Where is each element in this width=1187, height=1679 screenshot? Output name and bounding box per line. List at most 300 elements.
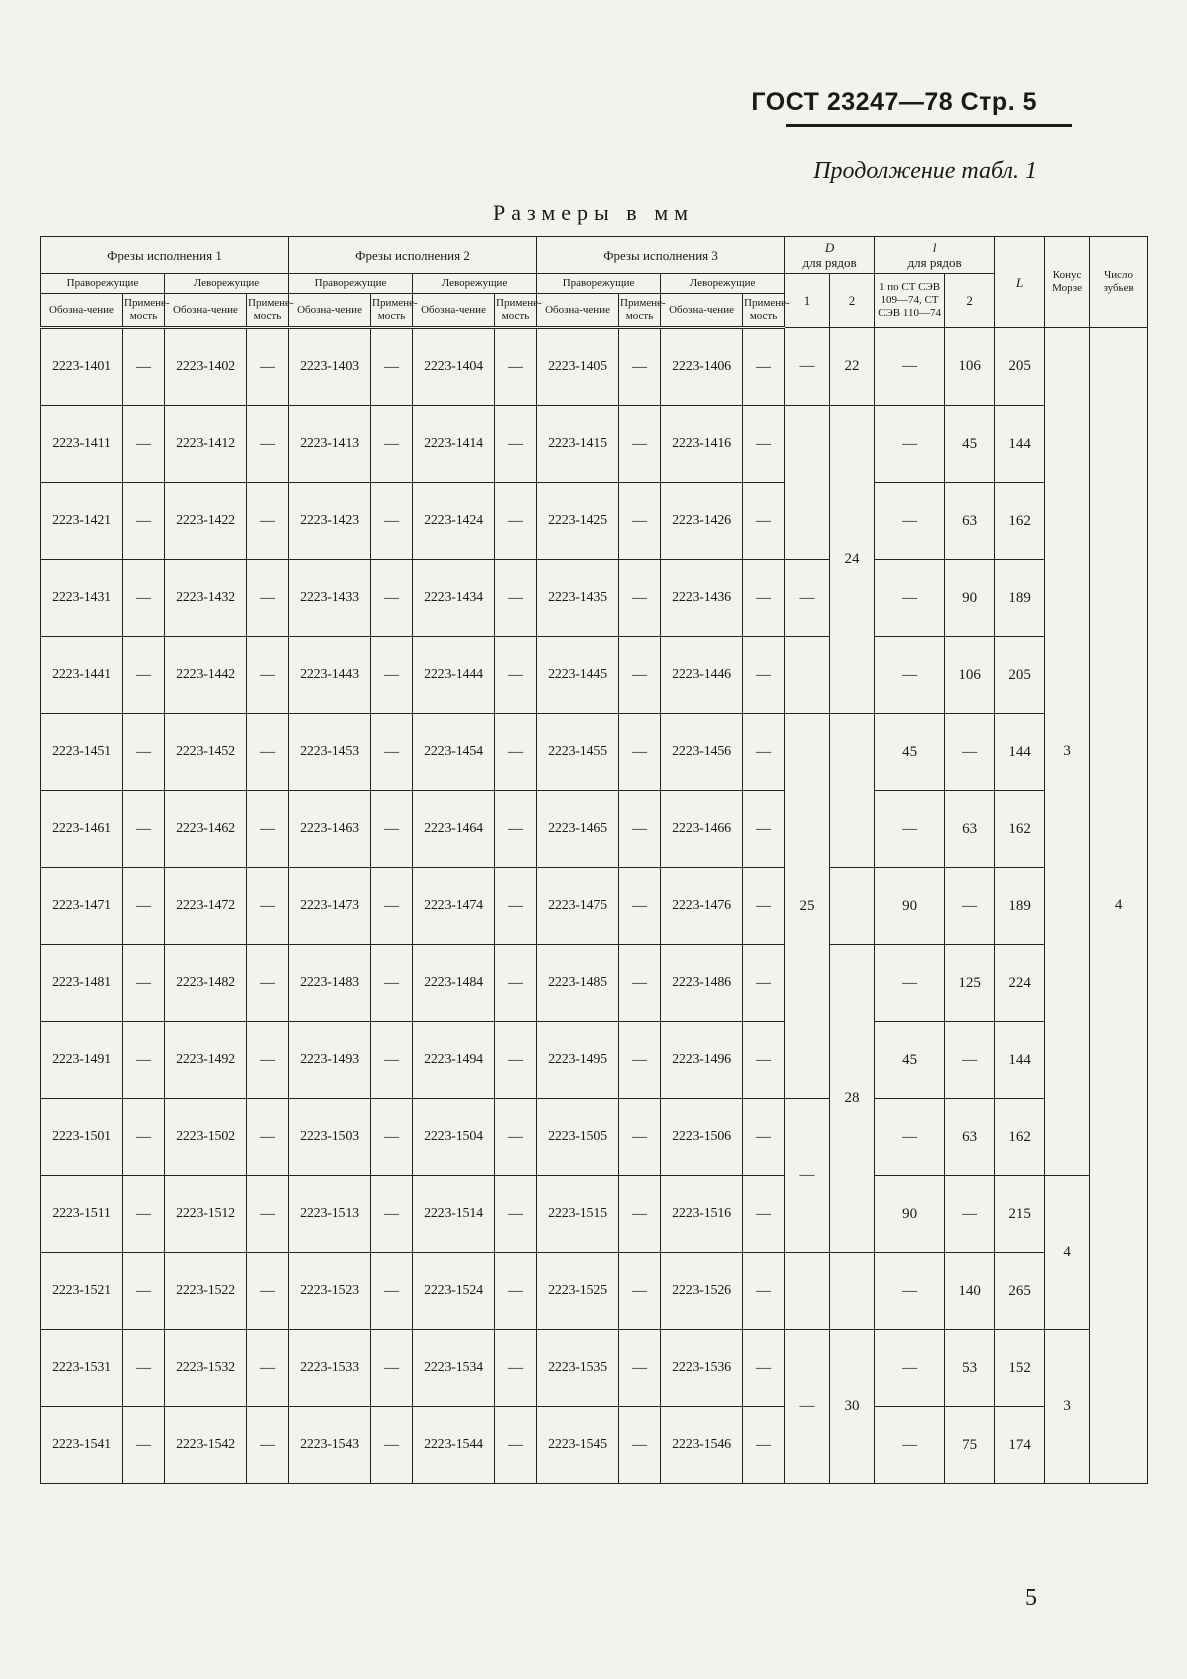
header-g3-left: Леворежущие [661, 274, 785, 294]
length-L-cell: 162 [995, 1099, 1045, 1176]
applicability-cell: — [371, 483, 413, 560]
applicability-cell: — [619, 868, 661, 945]
length-l-row2-cell: — [945, 1022, 995, 1099]
diameter-row2-cell [830, 868, 875, 945]
length-l-row2-cell: 63 [945, 791, 995, 868]
applicability-cell: — [619, 945, 661, 1022]
applicability-cell: — [123, 637, 165, 714]
table-units-caption: Размеры в мм [492, 200, 695, 225]
table-row [41, 945, 1148, 1022]
designation-cell: 2223-1485 [537, 945, 619, 1022]
designation-cell: 2223-1416 [661, 406, 743, 483]
designation-cell: 2223-1486 [661, 945, 743, 1022]
applicability-cell: — [743, 1407, 785, 1484]
header-g2r-app: Примене-мость [371, 294, 413, 328]
applicability-cell: — [495, 1253, 537, 1330]
applicability-cell: — [247, 483, 289, 560]
table-continuation-caption: Продолжение табл. 1 [813, 158, 1037, 184]
diameter-row2-cell [830, 1253, 875, 1330]
applicability-cell: — [247, 1099, 289, 1176]
length-L-cell: 144 [995, 714, 1045, 791]
designation-cell: 2223-1411 [41, 406, 123, 483]
header-group-1: Фрезы исполнения 1 [41, 237, 289, 274]
designation-cell: 2223-1491 [41, 1022, 123, 1099]
designation-cell: 2223-1512 [165, 1176, 247, 1253]
designation-cell: 2223-1542 [165, 1407, 247, 1484]
applicability-cell: — [495, 1022, 537, 1099]
applicability-cell: — [371, 406, 413, 483]
document-header: ГОСТ 23247—78 Стр. 5 [751, 88, 1037, 116]
length-l-row1-cell: — [875, 791, 945, 868]
header-rule [786, 124, 1072, 127]
designation-cell: 2223-1501 [41, 1099, 123, 1176]
applicability-cell: — [371, 1407, 413, 1484]
designation-cell: 2223-1496 [661, 1022, 743, 1099]
header-D-rows: для рядов [802, 255, 857, 270]
diameter-row2-cell [830, 714, 875, 868]
header-D-row2: 2 [830, 274, 875, 328]
header-g1r-app: Примене-мость [123, 294, 165, 328]
header-D [785, 237, 875, 274]
designation-cell: 2223-1424 [413, 483, 495, 560]
designation-cell: 2223-1423 [289, 483, 371, 560]
applicability-cell: — [619, 1330, 661, 1407]
designation-cell: 2223-1426 [661, 483, 743, 560]
length-L-cell: 265 [995, 1253, 1045, 1330]
table-row [41, 1407, 1148, 1484]
designation-cell: 2223-1513 [289, 1176, 371, 1253]
applicability-cell: — [123, 791, 165, 868]
designation-cell: 2223-1504 [413, 1099, 495, 1176]
designation-cell: 2223-1412 [165, 406, 247, 483]
header-g3l-code: Обозна-чение [661, 294, 743, 328]
table-row [41, 328, 1148, 406]
table-row [41, 483, 1148, 560]
designation-cell: 2223-1522 [165, 1253, 247, 1330]
applicability-cell: — [123, 1407, 165, 1484]
applicability-cell: — [247, 945, 289, 1022]
header-g3-right: Праворежущие [537, 274, 661, 294]
applicability-cell: — [495, 1176, 537, 1253]
applicability-cell: — [495, 483, 537, 560]
applicability-cell: — [371, 945, 413, 1022]
header-l-row2: 2 [945, 274, 995, 328]
applicability-cell: — [619, 1099, 661, 1176]
applicability-cell: — [495, 560, 537, 637]
length-l-row1-cell: — [875, 1253, 945, 1330]
designation-cell: 2223-1464 [413, 791, 495, 868]
length-l-row1-cell: 45 [875, 1022, 945, 1099]
applicability-cell: — [247, 868, 289, 945]
designation-cell: 2223-1441 [41, 637, 123, 714]
length-l-row1-cell: 90 [875, 868, 945, 945]
header-g3l-app: Примене-мость [743, 294, 785, 328]
applicability-cell: — [123, 1330, 165, 1407]
designation-cell: 2223-1445 [537, 637, 619, 714]
designation-cell: 2223-1521 [41, 1253, 123, 1330]
header-g2-right: Праворежущие [289, 274, 413, 294]
length-L-cell: 144 [995, 406, 1045, 483]
table-container [40, 236, 1147, 1484]
applicability-cell: — [247, 791, 289, 868]
applicability-cell: — [495, 637, 537, 714]
header-g2r-code: Обозна-чение [289, 294, 371, 328]
designation-cell: 2223-1543 [289, 1407, 371, 1484]
diameter-row1-cell: — [785, 1099, 830, 1253]
table-row [41, 560, 1148, 637]
length-l-row1-cell: — [875, 1330, 945, 1407]
designation-cell: 2223-1461 [41, 791, 123, 868]
applicability-cell: — [619, 1407, 661, 1484]
length-L-cell: 189 [995, 868, 1045, 945]
length-l-row2-cell: 75 [945, 1407, 995, 1484]
applicability-cell: — [495, 1407, 537, 1484]
length-L-cell: 224 [995, 945, 1045, 1022]
header-l-row1: 1 по СТ СЭВ 109—74, СТ СЭВ 110—74 [875, 274, 945, 328]
length-l-row2-cell: 90 [945, 560, 995, 637]
designation-cell: 2223-1455 [537, 714, 619, 791]
applicability-cell: — [495, 328, 537, 406]
table-row [41, 406, 1148, 483]
length-l-row2-cell: 106 [945, 328, 995, 406]
designation-cell: 2223-1483 [289, 945, 371, 1022]
designation-cell: 2223-1402 [165, 328, 247, 406]
designation-cell: 2223-1405 [537, 328, 619, 406]
designation-cell: 2223-1484 [413, 945, 495, 1022]
designation-cell: 2223-1415 [537, 406, 619, 483]
length-l-row2-cell: — [945, 714, 995, 791]
table-body [41, 328, 1148, 1484]
applicability-cell: — [743, 1253, 785, 1330]
length-l-row2-cell: — [945, 1176, 995, 1253]
designation-cell: 2223-1431 [41, 560, 123, 637]
header-g3r-app: Примене-мость [619, 294, 661, 328]
designation-cell: 2223-1413 [289, 406, 371, 483]
designation-cell: 2223-1471 [41, 868, 123, 945]
designation-cell: 2223-1544 [413, 1407, 495, 1484]
applicability-cell: — [743, 791, 785, 868]
designation-cell: 2223-1421 [41, 483, 123, 560]
applicability-cell: — [619, 560, 661, 637]
applicability-cell: — [247, 1022, 289, 1099]
designation-cell: 2223-1454 [413, 714, 495, 791]
length-l-row1-cell: — [875, 945, 945, 1022]
header-l-rows: для рядов [907, 255, 962, 270]
header-g2-left: Леворежущие [413, 274, 537, 294]
length-l-row1-cell: 45 [875, 714, 945, 791]
designation-cell: 2223-1434 [413, 560, 495, 637]
header-g1r-code: Обозна-чение [41, 294, 123, 328]
diameter-row1-cell: — [785, 1330, 830, 1484]
applicability-cell: — [123, 1099, 165, 1176]
designation-cell: 2223-1452 [165, 714, 247, 791]
applicability-cell: — [619, 1253, 661, 1330]
applicability-cell: — [247, 637, 289, 714]
designation-cell: 2223-1524 [413, 1253, 495, 1330]
applicability-cell: — [619, 714, 661, 791]
page-number: 5 [1025, 1585, 1037, 1611]
applicability-cell: — [371, 714, 413, 791]
length-L-cell: 144 [995, 1022, 1045, 1099]
applicability-cell: — [247, 714, 289, 791]
designation-cell: 2223-1526 [661, 1253, 743, 1330]
header-g2l-app: Примене-мость [495, 294, 537, 328]
applicability-cell: — [247, 406, 289, 483]
diameter-row2-cell: 24 [830, 406, 875, 714]
length-L-cell: 152 [995, 1330, 1045, 1407]
applicability-cell: — [743, 1099, 785, 1176]
applicability-cell: — [743, 483, 785, 560]
header-g1l-code: Обозна-чение [165, 294, 247, 328]
applicability-cell: — [123, 1176, 165, 1253]
designation-cell: 2223-1494 [413, 1022, 495, 1099]
applicability-cell: — [371, 1330, 413, 1407]
designation-cell: 2223-1492 [165, 1022, 247, 1099]
length-l-row2-cell: — [945, 868, 995, 945]
header-g1l-app: Примене-мость [247, 294, 289, 328]
length-l-row1-cell: 90 [875, 1176, 945, 1253]
designation-cell: 2223-1404 [413, 328, 495, 406]
designation-cell: 2223-1515 [537, 1176, 619, 1253]
applicability-cell: — [123, 406, 165, 483]
length-l-row2-cell: 125 [945, 945, 995, 1022]
applicability-cell: — [371, 1176, 413, 1253]
applicability-cell: — [371, 1022, 413, 1099]
length-l-row2-cell: 63 [945, 483, 995, 560]
designation-cell: 2223-1514 [413, 1176, 495, 1253]
designation-cell: 2223-1432 [165, 560, 247, 637]
applicability-cell: — [247, 1407, 289, 1484]
applicability-cell: — [495, 714, 537, 791]
applicability-cell: — [371, 1253, 413, 1330]
header-L [995, 237, 1045, 328]
applicability-cell: — [743, 637, 785, 714]
applicability-cell: — [495, 868, 537, 945]
header-group-2: Фрезы исполнения 2 [289, 237, 537, 274]
diameter-row2-cell: 28 [830, 945, 875, 1253]
designation-cell: 2223-1493 [289, 1022, 371, 1099]
designation-cell: 2223-1453 [289, 714, 371, 791]
designation-cell: 2223-1472 [165, 868, 247, 945]
applicability-cell: — [123, 560, 165, 637]
length-l-row1-cell: — [875, 328, 945, 406]
length-l-row1-cell: — [875, 637, 945, 714]
designation-cell: 2223-1443 [289, 637, 371, 714]
diameter-row1-cell: — [785, 560, 830, 637]
length-L-cell: 189 [995, 560, 1045, 637]
designation-cell: 2223-1456 [661, 714, 743, 791]
diameter-row1-cell [785, 1253, 830, 1330]
designation-cell: 2223-1523 [289, 1253, 371, 1330]
table-row [41, 1253, 1148, 1330]
applicability-cell: — [743, 868, 785, 945]
length-l-row1-cell: — [875, 1407, 945, 1484]
applicability-cell: — [123, 714, 165, 791]
header-group-3: Фрезы исполнения 3 [537, 237, 785, 274]
designation-cell: 2223-1401 [41, 328, 123, 406]
length-L-cell: 205 [995, 637, 1045, 714]
applicability-cell: — [123, 1022, 165, 1099]
diameter-row1-cell: 25 [785, 714, 830, 1099]
designation-cell: 2223-1535 [537, 1330, 619, 1407]
applicability-cell: — [123, 945, 165, 1022]
applicability-cell: — [123, 1253, 165, 1330]
morse-taper-cell: 3 [1045, 328, 1090, 1176]
designation-cell: 2223-1476 [661, 868, 743, 945]
designation-cell: 2223-1506 [661, 1099, 743, 1176]
table-row [41, 1176, 1148, 1253]
length-l-row2-cell: 140 [945, 1253, 995, 1330]
teeth-count-cell: 4 [1090, 328, 1148, 1484]
length-l-row2-cell: 45 [945, 406, 995, 483]
header-l [875, 237, 995, 274]
designation-cell: 2223-1502 [165, 1099, 247, 1176]
designation-cell: 2223-1474 [413, 868, 495, 945]
applicability-cell: — [247, 1176, 289, 1253]
applicability-cell: — [619, 637, 661, 714]
applicability-cell: — [247, 1330, 289, 1407]
morse-taper-cell: 4 [1045, 1176, 1090, 1330]
length-l-row1-cell: — [875, 483, 945, 560]
applicability-cell: — [619, 1176, 661, 1253]
applicability-cell: — [619, 483, 661, 560]
designation-cell: 2223-1533 [289, 1330, 371, 1407]
designation-cell: 2223-1466 [661, 791, 743, 868]
morse-taper-cell: 3 [1045, 1330, 1090, 1484]
designation-cell: 2223-1503 [289, 1099, 371, 1176]
diameter-row1-cell [785, 406, 830, 560]
applicability-cell: — [743, 1176, 785, 1253]
designation-cell: 2223-1403 [289, 328, 371, 406]
designation-cell: 2223-1532 [165, 1330, 247, 1407]
designation-cell: 2223-1463 [289, 791, 371, 868]
applicability-cell: — [371, 560, 413, 637]
applicability-cell: — [743, 1330, 785, 1407]
designation-cell: 2223-1482 [165, 945, 247, 1022]
designation-cell: 2223-1534 [413, 1330, 495, 1407]
applicability-cell: — [743, 945, 785, 1022]
applicability-cell: — [371, 791, 413, 868]
length-l-row1-cell: — [875, 560, 945, 637]
length-L-cell: 162 [995, 791, 1045, 868]
diameter-row2-cell: 30 [830, 1330, 875, 1484]
designation-cell: 2223-1473 [289, 868, 371, 945]
diameter-row1-cell [785, 637, 830, 714]
length-l-row2-cell: 106 [945, 637, 995, 714]
designation-cell: 2223-1531 [41, 1330, 123, 1407]
applicability-cell: — [743, 560, 785, 637]
header-teeth: Число зубьев [1090, 237, 1148, 328]
designation-cell: 2223-1435 [537, 560, 619, 637]
table-row [41, 868, 1148, 945]
table-row [41, 1099, 1148, 1176]
applicability-cell: — [619, 328, 661, 406]
length-L-cell: 174 [995, 1407, 1045, 1484]
designation-cell: 2223-1422 [165, 483, 247, 560]
header-g1-right: Праворежущие [41, 274, 165, 294]
designation-cell: 2223-1505 [537, 1099, 619, 1176]
designation-cell: 2223-1545 [537, 1407, 619, 1484]
applicability-cell: — [123, 328, 165, 406]
length-L-cell: 162 [995, 483, 1045, 560]
applicability-cell: — [495, 945, 537, 1022]
applicability-cell: — [619, 791, 661, 868]
applicability-cell: — [743, 1022, 785, 1099]
length-l-row1-cell: — [875, 406, 945, 483]
header-D-symbol: D [824, 240, 835, 255]
designation-cell: 2223-1495 [537, 1022, 619, 1099]
applicability-cell: — [743, 406, 785, 483]
header-l-symbol: l [932, 240, 937, 255]
applicability-cell: — [495, 1330, 537, 1407]
header-g2l-code: Обозна-чение [413, 294, 495, 328]
designation-cell: 2223-1444 [413, 637, 495, 714]
length-l-row2-cell: 53 [945, 1330, 995, 1407]
length-L-cell: 215 [995, 1176, 1045, 1253]
applicability-cell: — [247, 328, 289, 406]
designation-cell: 2223-1481 [41, 945, 123, 1022]
applicability-cell: — [247, 560, 289, 637]
length-l-row1-cell: — [875, 1099, 945, 1176]
table-row [41, 1022, 1148, 1099]
designation-cell: 2223-1406 [661, 328, 743, 406]
designation-cell: 2223-1541 [41, 1407, 123, 1484]
designation-cell: 2223-1436 [661, 560, 743, 637]
applicability-cell: — [371, 328, 413, 406]
applicability-cell: — [619, 1022, 661, 1099]
applicability-cell: — [495, 791, 537, 868]
diameter-row2-cell: 22 [830, 328, 875, 406]
cutters-table [40, 236, 1148, 1484]
designation-cell: 2223-1516 [661, 1176, 743, 1253]
length-l-row2-cell: 63 [945, 1099, 995, 1176]
table-row [41, 1330, 1148, 1407]
designation-cell: 2223-1525 [537, 1253, 619, 1330]
header-L-symbol: L [1015, 274, 1024, 290]
designation-cell: 2223-1462 [165, 791, 247, 868]
designation-cell: 2223-1511 [41, 1176, 123, 1253]
designation-cell: 2223-1442 [165, 637, 247, 714]
applicability-cell: — [495, 1099, 537, 1176]
designation-cell: 2223-1465 [537, 791, 619, 868]
diameter-row1-cell: — [785, 328, 830, 406]
applicability-cell: — [371, 868, 413, 945]
table-row [41, 637, 1148, 714]
applicability-cell: — [743, 328, 785, 406]
header-morse: Конус Морзе [1045, 237, 1090, 328]
length-L-cell: 205 [995, 328, 1045, 406]
designation-cell: 2223-1414 [413, 406, 495, 483]
applicability-cell: — [619, 406, 661, 483]
applicability-cell: — [247, 1253, 289, 1330]
designation-cell: 2223-1546 [661, 1407, 743, 1484]
designation-cell: 2223-1536 [661, 1330, 743, 1407]
designation-cell: 2223-1475 [537, 868, 619, 945]
applicability-cell: — [123, 868, 165, 945]
table-row [41, 714, 1148, 791]
applicability-cell: — [743, 714, 785, 791]
header-g1-left: Леворежущие [165, 274, 289, 294]
applicability-cell: — [371, 637, 413, 714]
table-row [41, 791, 1148, 868]
header-g3r-code: Обозна-чение [537, 294, 619, 328]
designation-cell: 2223-1446 [661, 637, 743, 714]
designation-cell: 2223-1433 [289, 560, 371, 637]
applicability-cell: — [123, 483, 165, 560]
designation-cell: 2223-1425 [537, 483, 619, 560]
designation-cell: 2223-1451 [41, 714, 123, 791]
applicability-cell: — [371, 1099, 413, 1176]
